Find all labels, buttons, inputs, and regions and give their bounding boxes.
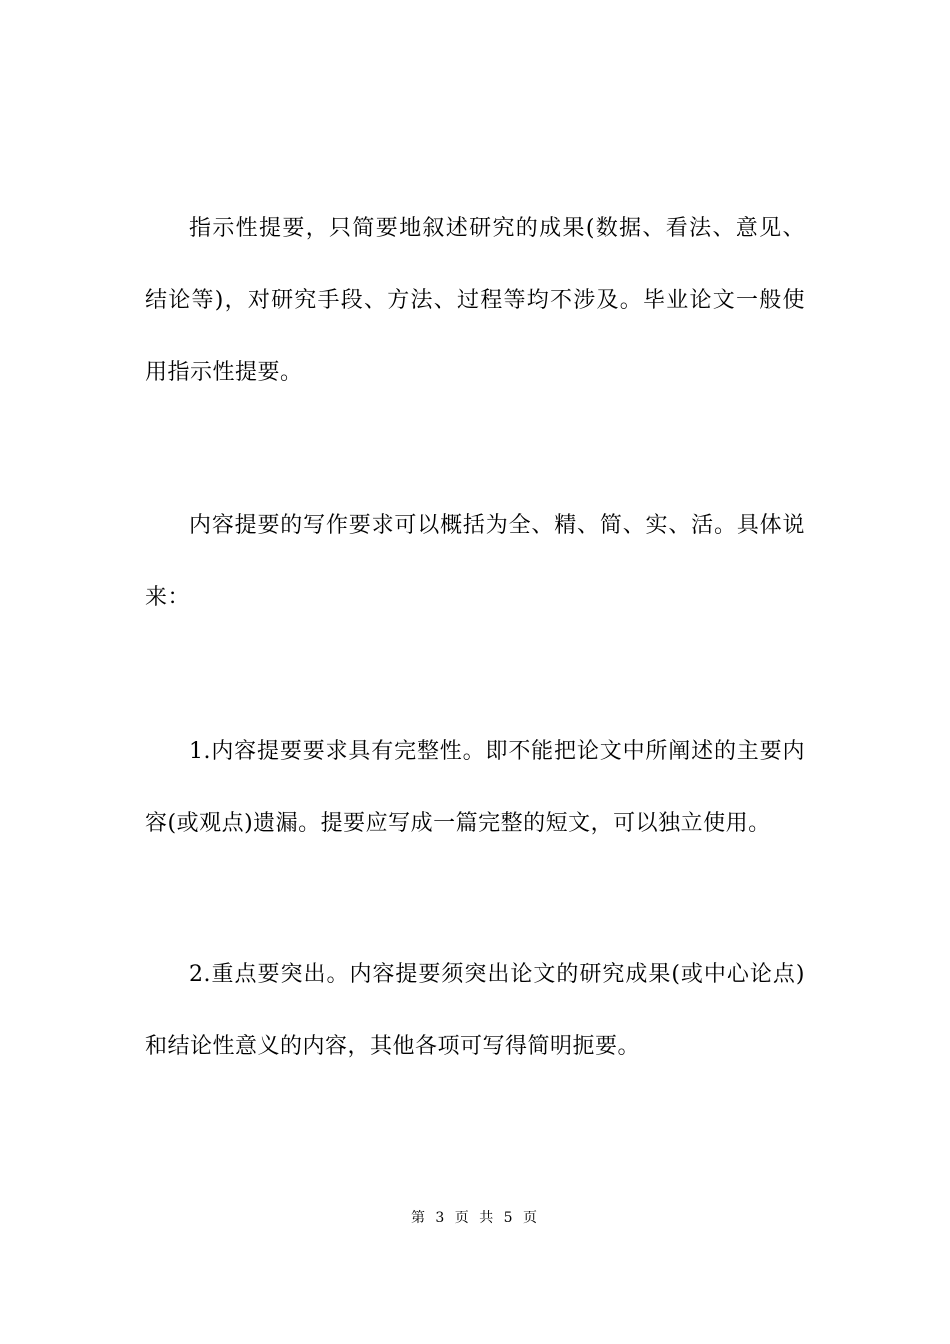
footer-prefix: 第 bbox=[410, 1210, 427, 1226]
footer-suffix: 页 bbox=[523, 1210, 540, 1226]
footer-current-page: 3 bbox=[435, 1210, 447, 1226]
page-footer bbox=[0, 1207, 950, 1227]
footer-total-pages: 5 bbox=[503, 1210, 515, 1226]
paragraph-writing-requirements: 内容提要的写作要求可以概括为全、精、简、实、活。具体说来： bbox=[145, 513, 805, 610]
footer-page-word: 页 bbox=[454, 1210, 471, 1226]
paragraph-highlight-key-points: 2.重点要突出。内容提要须突出论文的研究成果(或中心论点)和结论性意义的内容，其他各项可写得简明扼要。 bbox=[145, 962, 805, 1059]
paragraph-indicative-abstract: 指示性提要，只简要地叙述研究的成果(数据、看法、意见、结论等)，对研究手段、方法、过程等均不涉及。毕业论文一般使用指示性提要。 bbox=[145, 216, 805, 385]
paragraph-completeness: 1.内容提要要求具有完整性。即不能把论文中所阐述的主要内容(或观点)遗漏。提要应写成一篇完整的短文，可以独立使用。 bbox=[145, 739, 805, 836]
footer-total-word: 共 bbox=[479, 1210, 496, 1226]
